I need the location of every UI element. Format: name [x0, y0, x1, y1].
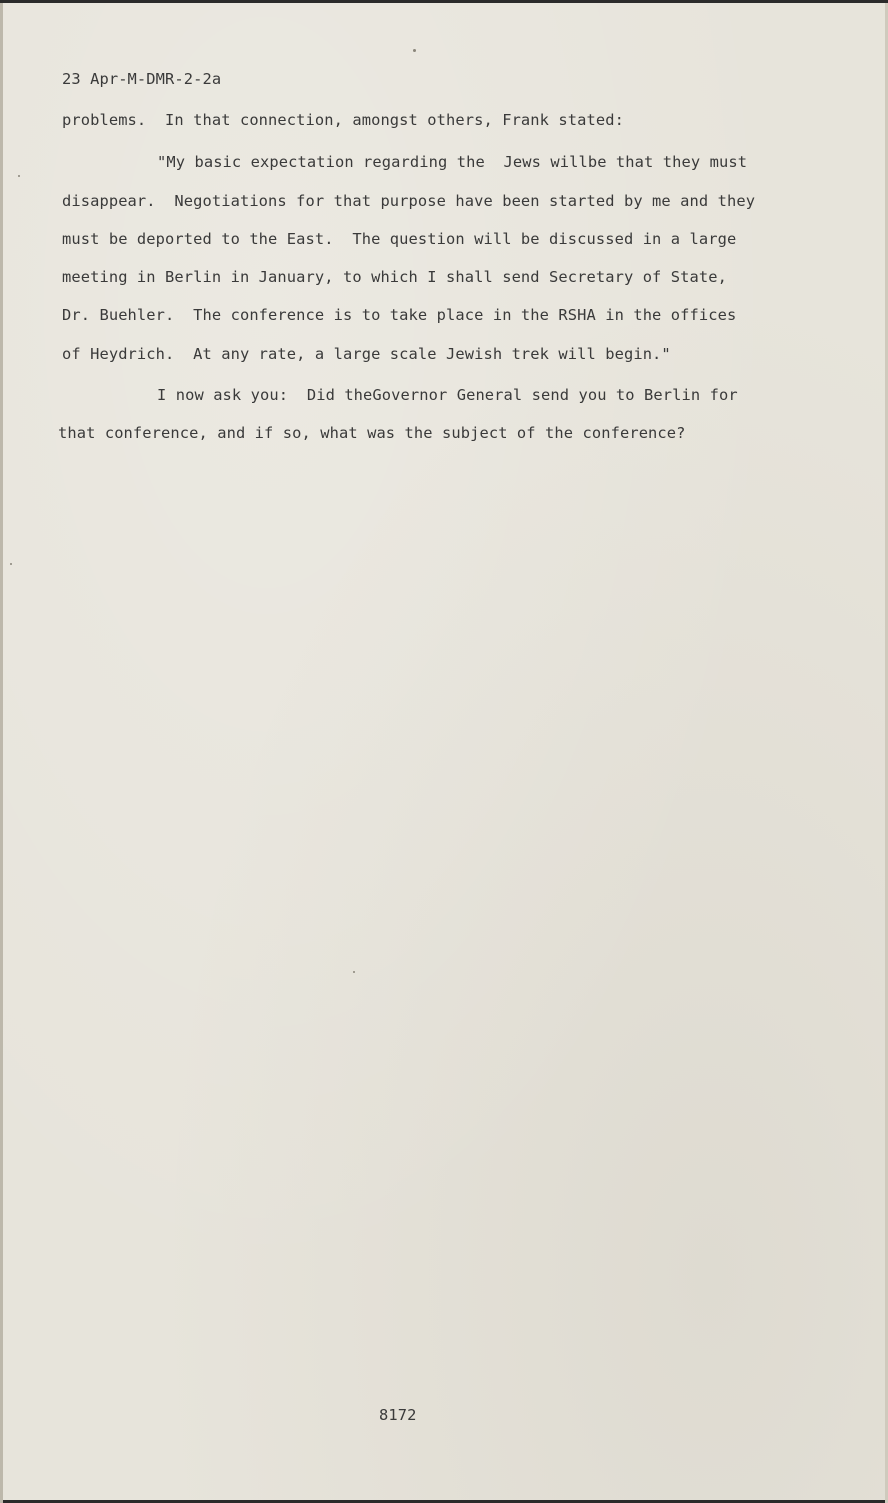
text-line: meeting in Berlin in January, to which I shall send Secretary of State, [62, 268, 727, 286]
paper-speck [10, 563, 12, 565]
page-left-edge [0, 3, 3, 1503]
paper-speck [353, 971, 355, 973]
text-line: Dr. Buehler. The conference is to take place in the RSHA in the offices [62, 306, 737, 324]
page-number: 8172 [379, 1406, 417, 1424]
text-line: I now ask you: Did theGovernor General send you to Berlin for [157, 386, 738, 404]
text-line: that conference, and if so, what was the subject of the conference? [58, 424, 686, 442]
text-line: of Heydrich. At any rate, a large scale Jewish trek will begin." [62, 345, 671, 363]
text-line: disappear. Negotiations for that purpose have been started by me and they [62, 192, 756, 210]
paper-speck [18, 175, 20, 177]
header-reference: 23 Apr-M-DMR-2-2a [62, 70, 222, 88]
paper-speck [413, 49, 416, 52]
text-line: "My basic expectation regarding the Jews willbe that they must [157, 153, 748, 171]
text-line: must be deported to the East. The question will be discussed in a large [62, 230, 737, 248]
text-line: problems. In that connection, amongst others, Frank stated: [62, 111, 624, 129]
